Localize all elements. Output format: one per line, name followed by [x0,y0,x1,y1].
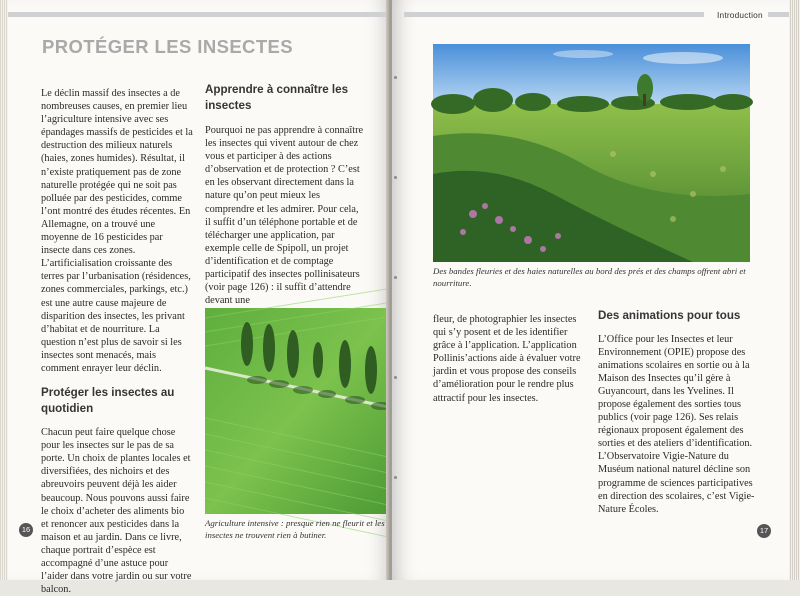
application-paragraph: fleur, de photographier les insectes qui s’y posent et de les identifier grâce à l’application. L’application Pollinis’actions aide à évaluer votre jardin et vous propose des conseils d’amélioration pour le rendre plus attractif pour les insectes. [433,314,581,404]
heading-proteger-au-quotidien: Protéger les insectes au quotidien [41,386,175,415]
top-rule-right-end [768,12,790,17]
page-number-left: 16 [19,523,33,537]
heading-apprendre: Apprendre à connaître les insectes [205,83,349,112]
left-photo-caption: Agriculture intensive : presque rien ne fleurit et les insectes ne trouvent rien à butiner. [205,518,385,540]
flower-strip-meadow-photo [433,44,750,262]
intro-paragraph: Le déclin massif des insectes a de nombreuses causes, en premier lieu l’agriculture intensive avec ses épandages massifs de pesticides et la destruction des milieux naturels (haies, zones humides). Résultat, il n’existe pratiquement pas de zone naturelle protégée qui ne soit pas polluée par des pesticides, comme l’ont montré des études récentes. En Allemagne, on a trouvé une moyenne de 16 pesticides par insecte dans ces zones. L’artificialisation croissante des terres par l’urbanisation (résidences, zones commerciales, parkings, etc.) est une autre cause majeure de disparition des insectes, les privant d’habitat et de nourriture. La question n’est plus de savoir si les insectes sont menacés, mais comment enrayer leur déclin. [41,88,193,374]
margin-mark [394,376,397,379]
apprendre-paragraph: Pourquoi ne pas apprendre à connaître les insectes qui vivent autour de chez vous et participer à des actions d’observation et de protection ? C’est en les observant directement dans la nature qu’on peut mieux les comprendre et les admirer. Pour cela, il suffit d’un téléphone portable et de télécharger une application, par exemple celle de Spipoll, un projet d’identification et de comptage participatif des insectes pollinisateurs (voir page 126) : il suffit d’attendre devant une [205,125,364,307]
heading-animations: Des animations pour tous [598,309,741,322]
top-rule-right [404,12,704,17]
margin-mark [394,76,397,79]
left-column-1 [41,87,193,596]
running-head: Introduction [717,10,763,20]
quotidien-paragraph: Chacun peut faire quelque chose pour les insectes sur le pas de sa porte. Un choix de plantes locales et diversifiées, des nichoirs et des abreuvoirs peuvent déjà les aider beaucoup. Nous pouvons aussi faire le choix d’acheter des aliments bio et renoncer aux pesticides dans la maison et au jardin. Dans ce livre, chaque portrait d’espèce est accompagné d’une astuce pour l’aider dans votre jardin ou sur votre balcon. [41,427,192,596]
right-column-1 [433,313,587,405]
right-column-2 [598,308,756,516]
page-title: PROTÉGER LES INSECTES [42,36,293,57]
left-page [8,0,390,596]
top-rule [8,12,388,17]
page-edges-right [789,0,800,580]
animations-paragraph: L’Office pour les Insectes et leur Environnement (OPIE) propose des animations scolaires en sortie ou à la Maison des Insectes qu’il gère à Guyancourt, dans les Yvelines. Il propose également des sorties tous publics (voir page 126). Ses relais régionaux proposent également des sorties et des ateliers d’identification. L’Observatoire Vigie-Nature du Muséum national naturel décline son programme de sciences participatives en direction des scolaires, c’est Vigie-Nature Écoles. [598,333,755,515]
margin-mark [394,276,397,279]
right-photo-caption: Des bandes fleuries et des haies naturelles au bord des prés et des champs offrent abri et nourriture. [433,266,746,288]
margin-mark [394,176,397,179]
intensive-agriculture-photo [205,308,393,514]
left-column-2 [205,82,365,307]
page-number-right: 17 [757,524,771,538]
right-page [392,0,790,580]
margin-mark [394,476,397,479]
